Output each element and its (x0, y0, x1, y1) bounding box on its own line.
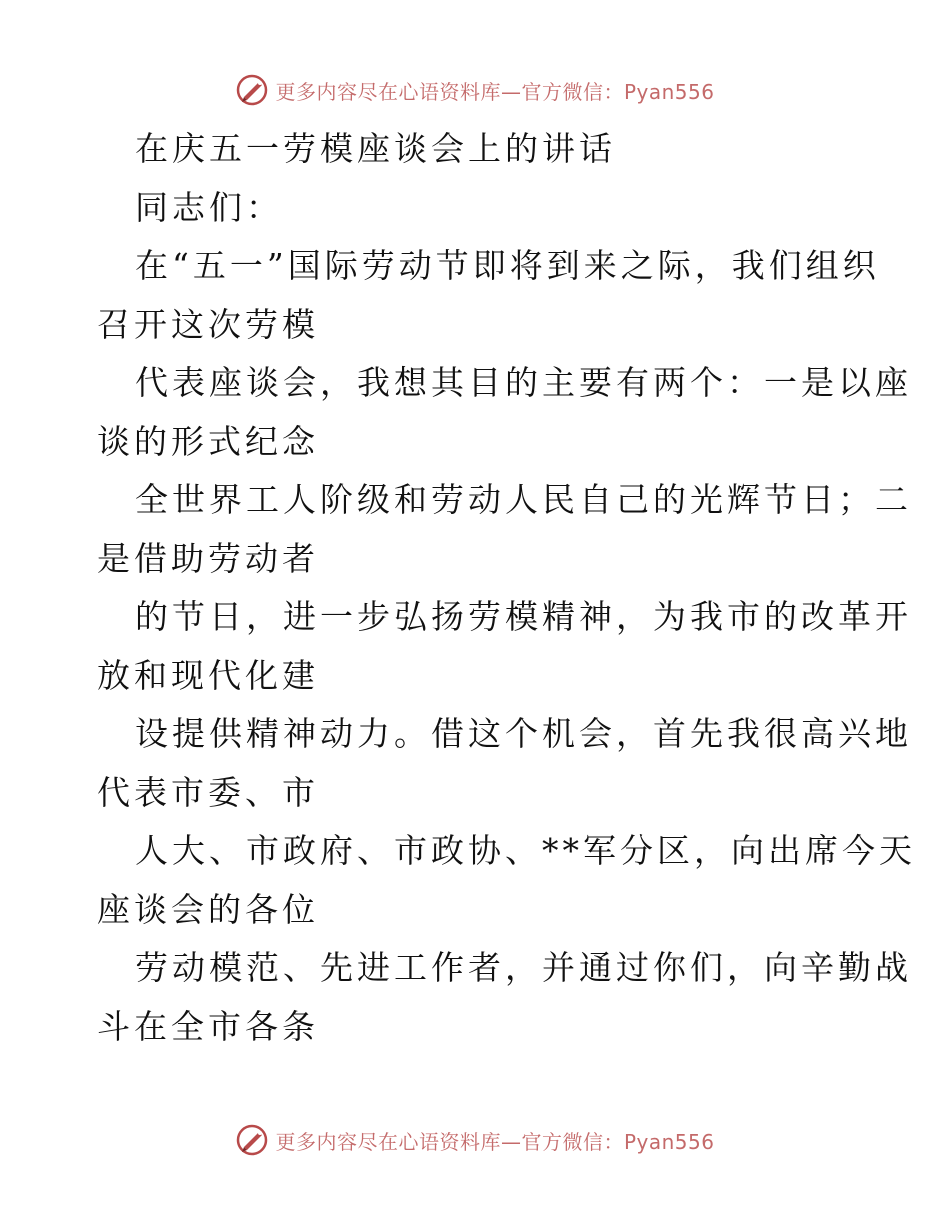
document-body (97, 120, 916, 1056)
paragraph-line: 代表市委、市 (97, 772, 319, 812)
salutation: 同志们： (135, 187, 283, 227)
paragraph-line: 斗在全市各条 (97, 1006, 319, 1046)
footer-watermark-text: 更多内容尽在心语资料库—官方微信：Pyan556 (275, 1129, 715, 1154)
paragraph-line: 放和现代化建 (97, 655, 319, 695)
header-watermark-text: 更多内容尽在心语资料库—官方微信：Pyan556 (275, 79, 715, 104)
paragraph-line: 代表座谈会，我想其目的主要有两个：一是以座 (135, 363, 912, 402)
pen-logo-icon (235, 73, 269, 107)
paragraph-line: 人大、市政府、市政协、**军分区，向出席今天 (135, 831, 916, 870)
paragraph-line: 座谈会的各位 (97, 889, 319, 929)
paragraph-line: 召开这次劳模 (97, 304, 319, 344)
header-watermark-banner (0, 70, 950, 110)
pen-logo-icon (235, 1123, 269, 1157)
paragraph-line: 谈的形式纪念 (97, 421, 319, 461)
paragraph-line: 全世界工人阶级和劳动人民自己的光辉节日；二 (135, 480, 912, 519)
paragraph-line: 的节日，进一步弘扬劳模精神，为我市的改革开 (135, 597, 912, 636)
document-title: 在庆五一劳模座谈会上的讲话 (135, 129, 616, 168)
paragraph-line: 设提供精神动力。借这个机会，首先我很高兴地 (135, 714, 912, 753)
paragraph-line: 劳动模范、先进工作者，并通过你们，向辛勤战 (135, 948, 912, 987)
footer-watermark-banner (0, 1120, 950, 1160)
paragraph-line: 是借助劳动者 (97, 538, 319, 578)
paragraph-line: 在“五一”国际劳动节即将到来之际，我们组织 (135, 246, 880, 285)
